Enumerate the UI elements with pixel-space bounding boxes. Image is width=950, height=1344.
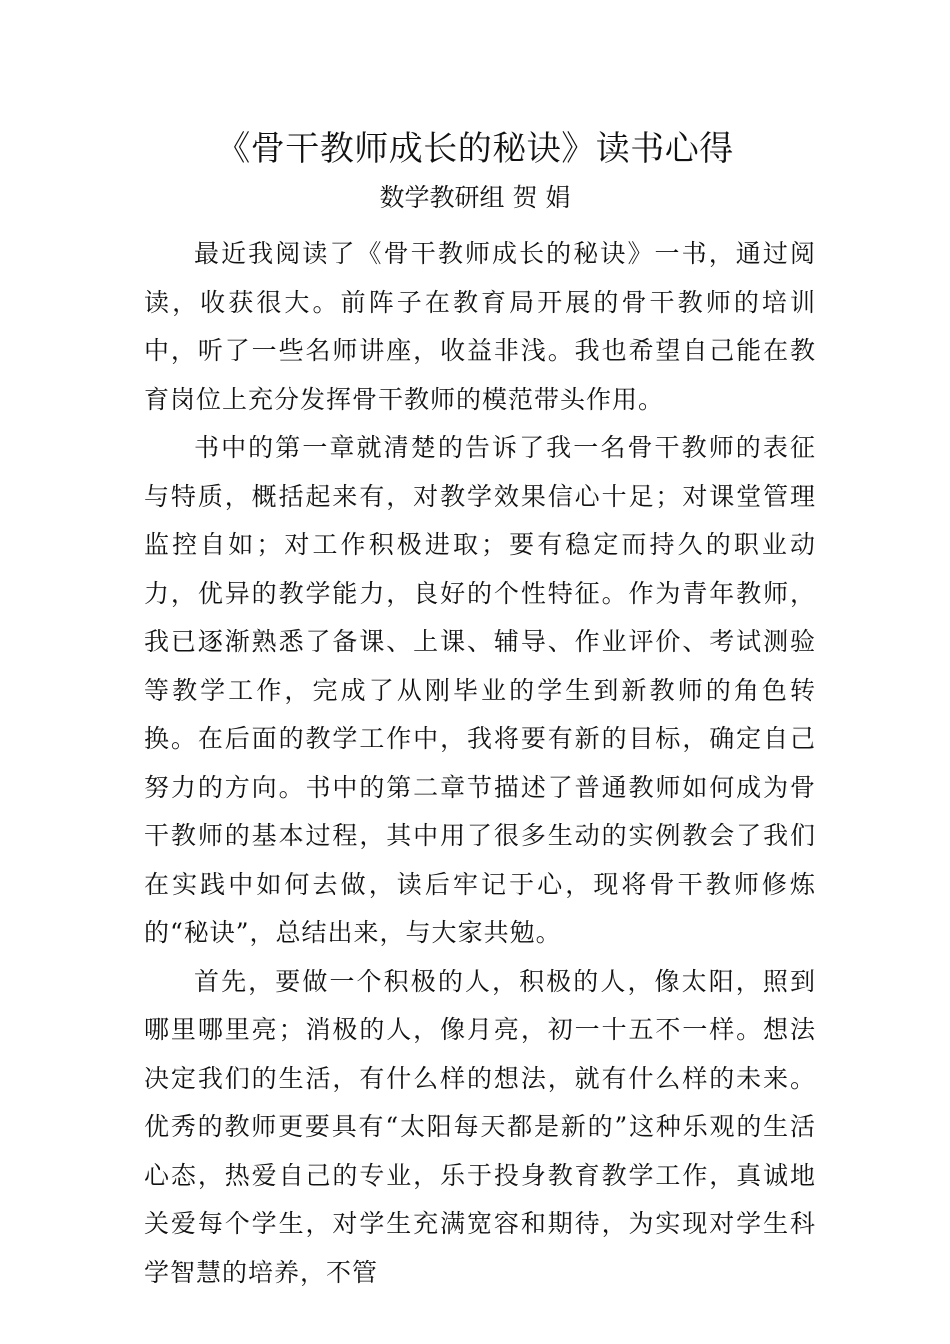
document-title: 《骨干教师成长的秘诀》读书心得 [216, 129, 734, 169]
paragraph-1: 最近我阅读了《骨干教师成长的秘诀》一书，通过阅读，收获很大。前阵子在教育局开展的骨干教师的培训中，听了一些名师讲座，收益非浅。我也希望自己能在教育岗位上充分发挥骨干教师的模范带头作用。 [144, 239, 816, 414]
paragraph-2: 书中的第一章就清楚的告诉了我一名骨干教师的表征与特质，概括起来有，对教学效果信心十足；对课堂管理监控自如；对工作积极进取；要有稳定而持久的职业动力，优异的教学能力，良好的个性特征。作为青年教师，我已逐渐熟悉了备课、上课、辅导、作业评价、考试测验等教学工作，完成了从刚毕业的学生到新教师的角色转换。在后面的教学工作中，我将要有新的目标，确定自己努力的方向。书中的第二章节描述了普通教师如何成为骨干教师的基本过程，其中用了很多生动的实例教会了我们在实践中如何去做，读后牢记于心，现将骨干教师修炼的“秘诀”，总结出来，与大家共勉。 [144, 433, 816, 947]
document-body [144, 230, 816, 1297]
document-author: 数学教研组 贺 娟 [379, 183, 571, 212]
paragraph-3: 首先，要做一个积极的人，积极的人，像太阳，照到哪里哪里亮；消极的人，像月亮，初一十五不一样。想法决定我们的生活，有什么样的想法，就有什么样的未来。优秀的教师更要具有“太阳每天都是新的”这种乐观的生活心态，热爱自己的专业，乐于投身教育教学工作，真诚地关爱每个学生，对学生充满宽容和期待，为实现对学生科学智慧的培养，不管 [144, 966, 816, 1287]
